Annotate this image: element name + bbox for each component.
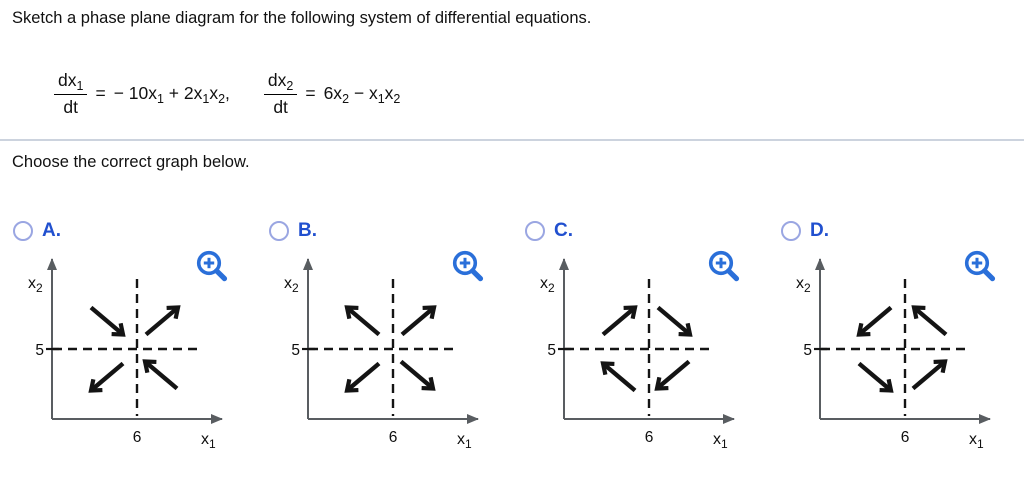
y-axis-label: $x_2$ [540,275,555,295]
eq2-rhs: $6x_2 - x_1x_2$ [323,82,401,106]
x-axis-label: $x_1$ [713,431,728,451]
phase-plane-graph [512,246,768,456]
flow-arrow-tl-sw [859,308,891,335]
equals-sign: = [95,82,106,103]
equals-sign: = [305,82,316,103]
eq2-denominator: dt [273,97,288,117]
option-radio[interactable] [269,221,289,241]
flow-arrow-tl-ne [603,308,635,335]
eq1-numerator: $dx_1$ [58,70,84,93]
option-letter[interactable]: B. [298,220,317,241]
zoom-magnifier-icon[interactable] [199,253,225,279]
answer-option[interactable] [0,210,256,456]
y-axis-label: $x_2$ [284,275,299,295]
answer-option[interactable] [768,210,1024,456]
section-divider [0,139,1024,141]
x-tick-label: 6 [900,429,910,446]
eq1-denominator: dt [63,97,79,117]
zoom-magnifier-icon[interactable] [967,253,993,279]
flow-arrow-br-nw [145,362,177,389]
answer-option[interactable] [512,210,768,456]
x-axis-label: $x_1$ [457,431,472,451]
x-axis-label: $x_1$ [969,431,984,451]
magnifier-handle [473,271,481,279]
option-header [512,210,768,242]
option-letter[interactable]: D. [810,220,829,241]
flow-arrow-tl-se [91,308,123,335]
zoom-magnifier-icon[interactable] [455,253,481,279]
flow-arrow-br-sw [657,362,689,389]
flow-arrow-bl-sw [347,364,379,391]
choose-prompt: Choose the correct graph below. [12,153,250,171]
y-axis-label: $x_2$ [796,275,811,295]
eq2-fraction [264,66,297,120]
y-tick-label: 5 [803,342,812,359]
phase-plane-graph [256,246,512,456]
y-tick-label: 5 [547,342,556,359]
x-tick-label: 6 [132,429,142,446]
zoom-magnifier-icon[interactable] [711,253,737,279]
flow-arrow-bl-nw [603,364,635,391]
magnifier-handle [985,271,993,279]
y-tick-label: 5 [35,342,44,359]
eq1-rhs: − $10x_1 + 2x_1x_2$, [113,82,230,106]
x-axis-label: $x_1$ [201,431,216,451]
option-radio[interactable] [781,221,801,241]
flow-arrow-bl-se [859,364,891,391]
y-axis-label: $x_2$ [28,275,43,295]
option-header [768,210,1024,242]
flow-arrow-tr-nw [914,308,946,335]
option-radio[interactable] [13,221,33,241]
answer-options-row [0,210,1024,456]
flow-arrow-tl-nw [347,308,379,335]
x-tick-label: 6 [388,429,398,446]
equation-system [54,66,400,120]
magnifier-handle [729,271,737,279]
y-tick-label: 5 [291,342,300,359]
flow-arrow-br-ne [913,362,945,389]
x-tick-label: 6 [644,429,654,446]
option-header [0,210,256,242]
option-letter[interactable]: C. [554,220,573,241]
phase-plane-graph [0,246,256,456]
option-header [256,210,512,242]
option-letter[interactable]: A. [42,220,61,241]
eq1-fraction [54,66,87,120]
option-radio[interactable] [525,221,545,241]
flow-arrow-tr-ne [402,308,434,335]
flow-arrow-bl-sw [91,364,123,391]
flow-arrow-br-se [401,362,433,389]
flow-arrow-tr-se [658,308,690,335]
phase-plane-graph [768,246,1024,456]
question-text: Sketch a phase plane diagram for the following system of differential equations. [12,9,592,27]
flow-arrow-tr-ne [146,308,178,335]
answer-option[interactable] [256,210,512,456]
magnifier-handle [217,271,225,279]
eq2-numerator: $dx_2$ [267,70,294,93]
